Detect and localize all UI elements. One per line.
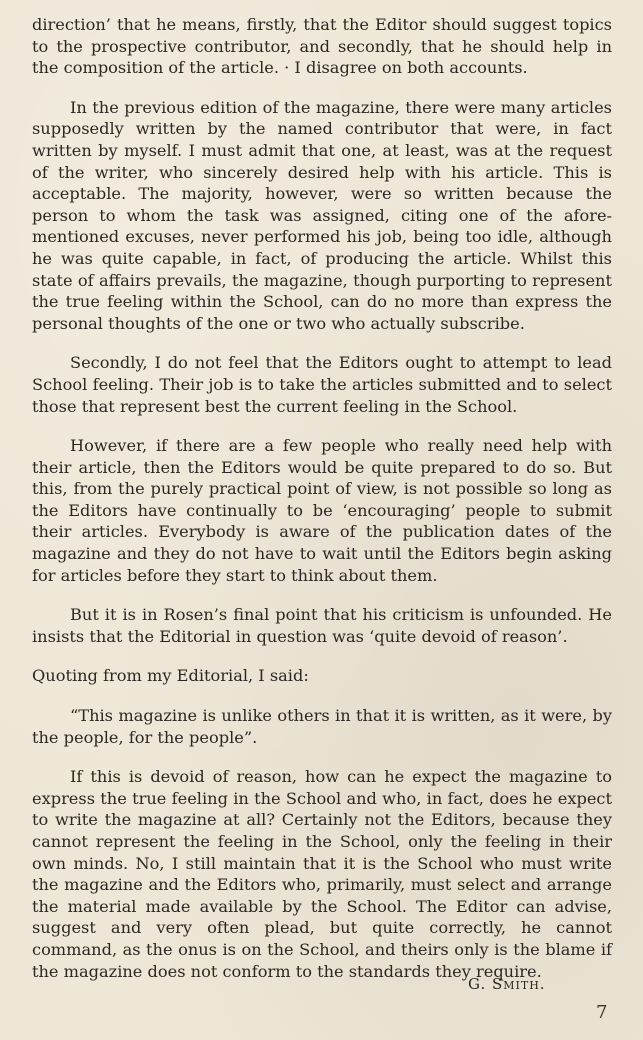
paragraph-8: If this is devoid of reason, how can he expect the magazine to express the true feeling in the School and who, in fact, does he expect to write the magazine at all? Certainly not the Editors, because they cannot represent the feeling in the School, only the feeling in their own minds. No, I still maintain that it is the School who must write the magazine and the Editors who, primarily, must select and arrange the material made available by the School. The Editor can advise, suggest and very often plead, but quite correctly, he cannot command, as the onus is on the School, and theirs only is the blame if the magazine does not conform to the standards they require. bbox=[32, 767, 612, 981]
article-body bbox=[32, 14, 612, 1000]
paragraph-5: But it is in Rosen’s final point that his criticism is unfounded. He insists that the Editorial in question was ‘quite devoid of reason’. bbox=[32, 605, 612, 646]
paragraph-6: Quoting from my Editorial, I said: bbox=[32, 666, 309, 686]
editorial-quote: “This magazine is unlike others in that it is written, as it were, by the people, for the people”. bbox=[32, 706, 612, 747]
author-signature: G. Smith. bbox=[468, 975, 546, 993]
paragraph-4: However, if there are a few people who really need help with their article, then the Editors would be quite prepared to do so. But this, from the purely practical point of view, is not possible so long as the Editors have continually to be ‘encouraging’ people to submit their articles. Everybody is aware of the publication dates of the magazine and they do not have to wait until the Editors begin asking for articles before they start to think about them. bbox=[32, 436, 612, 585]
paragraph-1: direction’ that he means, firstly, that the Editor should suggest topics to the prospective contributor, and secondly, that he should help in the composition of the article. · I disagree on both accounts. bbox=[32, 15, 612, 78]
page-number: 7 bbox=[596, 1002, 608, 1023]
paragraph-3: Secondly, I do not feel that the Editors ought to attempt to lead School feeling. Their job is to take the articles submitted and to select those that represent best the current feeling in the School. bbox=[32, 353, 612, 416]
paragraph-2: In the previous edition of the magazine, there were many articles supposedly written by the named contributor that were, in fact written by myself. I must admit that one, at least, was at the request of the writer, who sincerely desired help with his article. This is acceptable. The majority, however, were so written because the person to whom the task was assigned, citing one of the afore-mentioned excuses, never performed his job, being too idle, although he was quite capable, in fact, of producing the article. Whilst this state of affairs prevails, the magazine, though purporting to represent the true feeling within the School, can do no more than express the personal thoughts of the one or two who actually subscribe. bbox=[32, 97, 612, 333]
